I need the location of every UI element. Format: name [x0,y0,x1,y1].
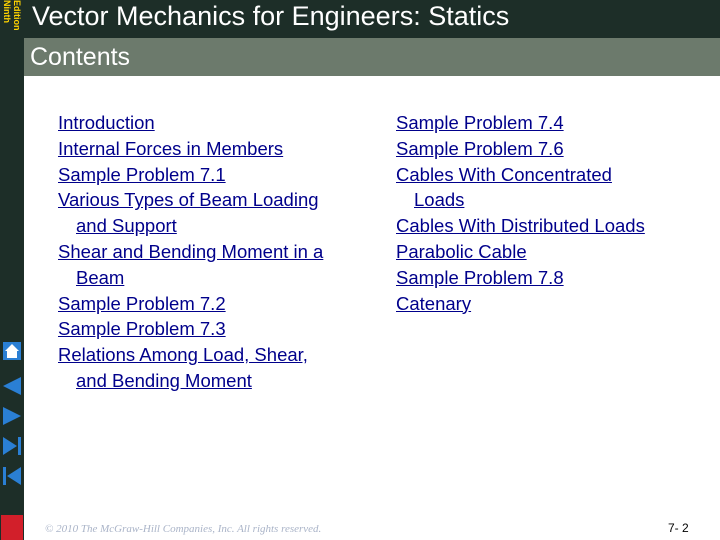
toc-link-text-continued: Beam [76,266,125,288]
toc-link-text: Catenary [396,292,472,314]
toc-link[interactable] [58,291,358,317]
toc-link-text: Various Types of Beam Loading [58,189,319,211]
toc-link[interactable] [58,136,358,162]
toc-link-text: Sample Problem 7.6 [396,137,564,159]
toc-link[interactable] [58,162,358,188]
previous-slide-button[interactable] [1,375,23,397]
toc-link-text: Sample Problem 7.2 [58,292,226,314]
toc-link-text: Parabolic Cable [396,240,527,262]
toc-link[interactable] [58,110,358,136]
edition-label [0,0,24,48]
toc-right-column [396,110,716,316]
toc-link-text: Shear and Bending Moment in a [58,240,324,262]
toc-link-text: Internal Forces in Members [58,137,284,159]
toc-link[interactable] [58,239,358,291]
toc-link-text-continued: Loads [414,189,465,211]
home-icon [1,340,23,362]
toc-link[interactable] [396,136,716,162]
toc-link-text: Sample Problem 7.3 [58,318,226,340]
toc-link-text-continued: and Support [76,215,177,237]
mcgraw-hill-logo [1,515,23,540]
edition-line-2: Edition [12,0,22,31]
edition-line-1: Ninth [2,0,12,23]
toc-link-text: Cables With Distributed Loads [396,215,645,237]
toc-link[interactable] [396,110,716,136]
copyright-notice: © 2010 The McGraw-Hill Companies, Inc. All rights reserved. [45,523,322,535]
toc-link[interactable] [58,187,358,239]
page-number: 7- 2 [668,521,689,535]
toc-left-column [58,110,358,394]
first-slide-button[interactable] [1,465,23,487]
last-icon [1,435,23,457]
toc-link-text: Sample Problem 7.4 [396,112,564,133]
previous-icon [1,375,23,397]
toc-link-text: Introduction [58,112,155,133]
first-icon [1,465,23,487]
section-title: Contents [30,43,131,71]
toc-link[interactable] [396,213,716,239]
toc-link[interactable] [396,162,716,214]
toc-link-text: Relations Among Load, Shear, [58,344,308,366]
toc-link-text: Cables With Concentrated [396,163,612,185]
next-icon [1,405,23,427]
toc-link-text: Sample Problem 7.8 [396,266,564,288]
toc-link[interactable] [396,291,716,317]
section-bar [24,38,720,76]
toc-link[interactable] [396,239,716,265]
next-slide-button[interactable] [1,405,23,427]
book-title: Vector Mechanics for Engineers: Statics [32,1,510,31]
toc-link[interactable] [58,316,358,342]
toc-link-text-continued: and Bending Moment [76,369,252,391]
toc-link[interactable] [58,342,358,394]
sidebar [0,0,24,540]
last-slide-button[interactable] [1,435,23,457]
toc-link[interactable] [396,265,716,291]
home-button[interactable] [1,340,23,362]
title-bar [24,0,720,38]
toc-link-text: Sample Problem 7.1 [58,163,226,185]
